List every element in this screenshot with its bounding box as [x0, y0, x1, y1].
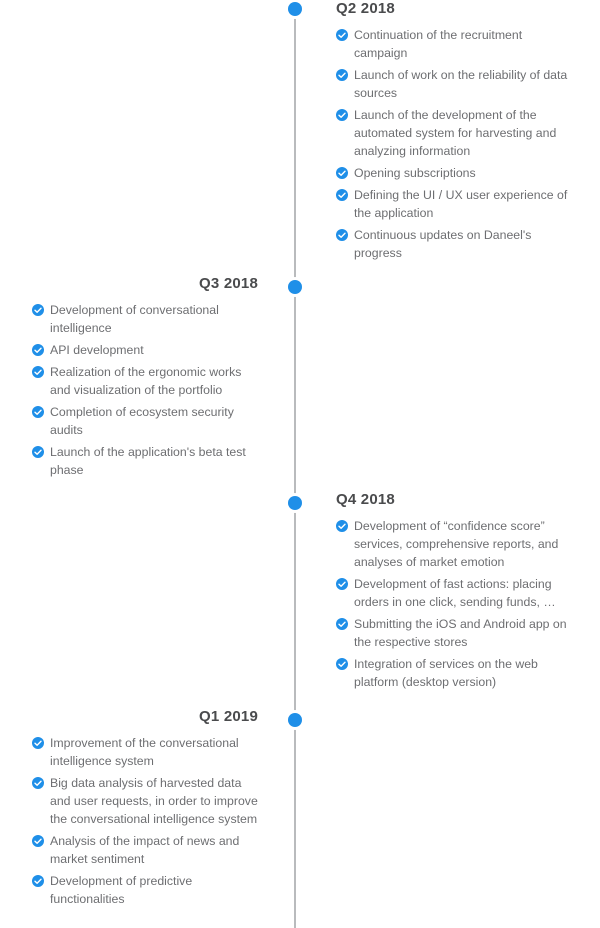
list-item-label: Development of conversational intelligence	[50, 303, 219, 335]
list-item	[336, 186, 568, 222]
timeline-node-q3-2018	[288, 280, 302, 294]
list-item-label: Continuation of the recruitment campaign	[354, 28, 523, 60]
check-circle-icon	[32, 446, 44, 458]
list-item	[336, 106, 568, 160]
list-item-label: Submitting the iOS and Android app on the respective stores	[354, 617, 567, 649]
list-item	[32, 443, 258, 479]
list-item	[336, 615, 576, 651]
list-item	[32, 403, 258, 439]
milestone-item-list	[32, 734, 258, 908]
milestone-item-list	[32, 301, 258, 479]
timeline-node-q2-2018	[288, 2, 302, 16]
list-item	[336, 226, 568, 262]
check-circle-icon	[336, 167, 348, 179]
check-circle-icon	[336, 29, 348, 41]
list-item	[336, 164, 568, 182]
list-item-label: Realization of the ergonomic works and visualization of the portfolio	[50, 365, 242, 397]
list-item-label: Opening subscriptions	[354, 166, 476, 180]
timeline-node-q4-2018	[288, 496, 302, 510]
milestone-title: Q1 2019	[199, 708, 258, 725]
list-item-label: Launch of work on the reliability of data sources	[354, 68, 568, 100]
milestone-title: Q4 2018	[336, 491, 395, 508]
list-item	[336, 575, 576, 611]
list-item	[32, 363, 258, 399]
check-circle-icon	[32, 875, 44, 887]
list-item	[336, 517, 576, 571]
check-circle-icon	[336, 618, 348, 630]
list-item-label: Defining the UI / UX user experience of the application	[354, 188, 568, 220]
list-item-label: Big data analysis of harvested data and user requests, in order to improve the conversational intelligence system	[50, 776, 258, 826]
check-circle-icon	[32, 344, 44, 356]
check-circle-icon	[32, 304, 44, 316]
list-item	[32, 734, 258, 770]
check-circle-icon	[32, 737, 44, 749]
milestone-content-q1-2019	[32, 708, 258, 912]
milestone-item-list	[336, 26, 568, 262]
milestone-title: Q2 2018	[336, 0, 395, 17]
timeline-spine	[294, 0, 296, 928]
list-item-label: Development of fast actions: placing orders in one click, sending funds, …	[354, 577, 556, 609]
check-circle-icon	[32, 835, 44, 847]
list-item-label: Integration of services on the web platform (desktop version)	[354, 657, 538, 689]
list-item	[336, 26, 568, 62]
list-item	[32, 832, 258, 868]
milestone-content-q3-2018	[32, 275, 258, 483]
list-item	[32, 301, 258, 337]
check-circle-icon	[336, 69, 348, 81]
milestone-item-list	[336, 517, 576, 691]
list-item-label: Development of predictive functionalities	[50, 874, 193, 906]
list-item	[336, 66, 568, 102]
check-circle-icon	[336, 520, 348, 532]
check-circle-icon	[32, 777, 44, 789]
milestone-content-q2-2018	[336, 0, 568, 266]
check-circle-icon	[336, 189, 348, 201]
list-item-label: Development of “confidence score” services, comprehensive reports, and analyses of market emotion	[354, 519, 559, 569]
list-item-label: Continuous updates on Daneel's progress	[354, 228, 532, 260]
list-item-label: Improvement of the conversational intelligence system	[50, 736, 239, 768]
check-circle-icon	[336, 658, 348, 670]
list-item-label: Analysis of the impact of news and market sentiment	[50, 834, 240, 866]
list-item-label: Completion of ecosystem security audits	[50, 405, 234, 437]
list-item-label: API development	[50, 343, 144, 357]
milestone-content-q4-2018	[336, 491, 576, 695]
check-circle-icon	[32, 406, 44, 418]
list-item	[32, 872, 258, 908]
milestone-title: Q3 2018	[199, 275, 258, 292]
check-circle-icon	[336, 578, 348, 590]
check-circle-icon	[336, 229, 348, 241]
list-item-label: Launch of the application's beta test phase	[50, 445, 246, 477]
check-circle-icon	[336, 109, 348, 121]
list-item	[336, 655, 576, 691]
list-item-label: Launch of the development of the automated system for harvesting and analyzing information	[354, 108, 557, 158]
list-item	[32, 774, 258, 828]
list-item	[32, 341, 258, 359]
check-circle-icon	[32, 366, 44, 378]
timeline-node-q1-2019	[288, 713, 302, 727]
